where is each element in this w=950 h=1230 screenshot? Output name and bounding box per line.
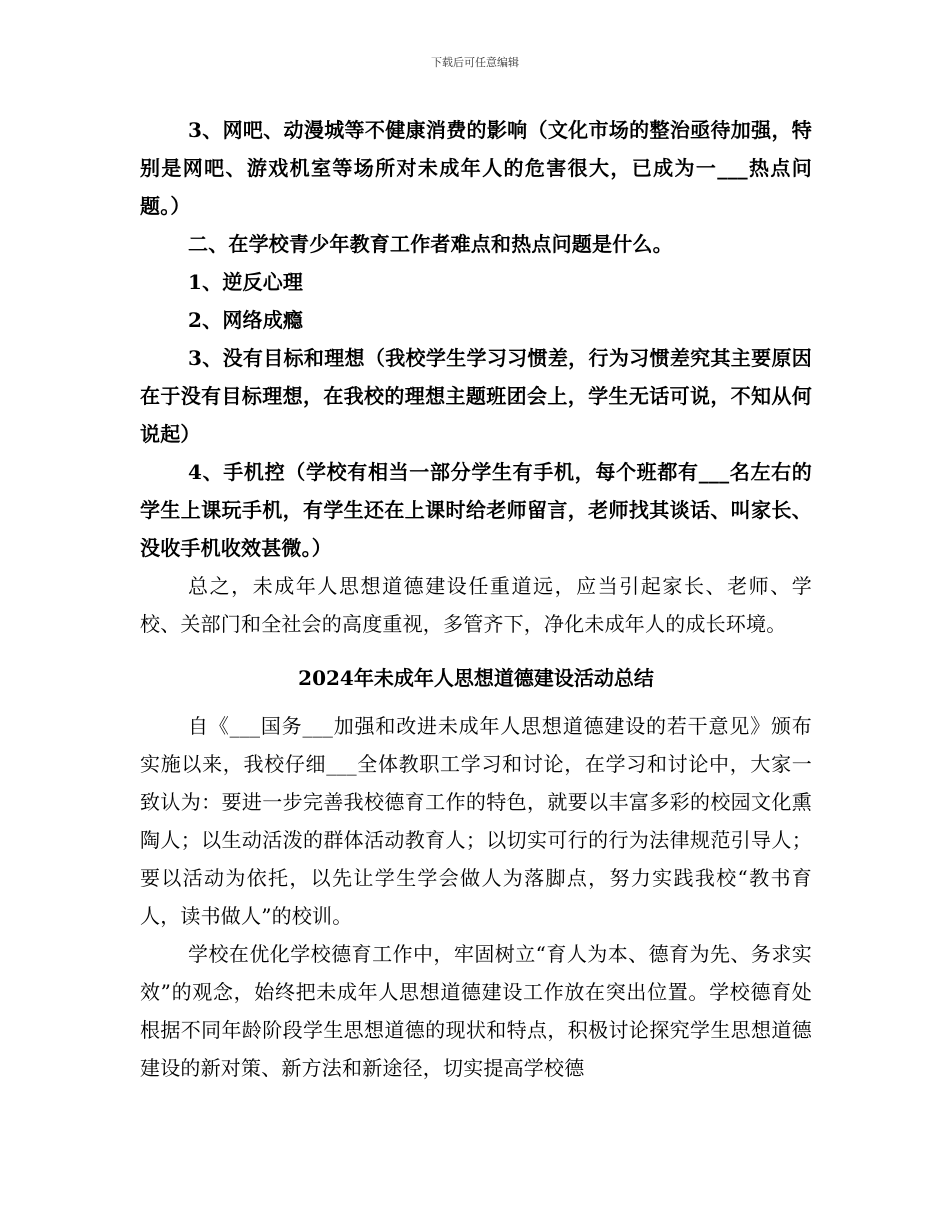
section-heading-2: 二、在学校青少年教育工作者难点和热点问题是什么。 xyxy=(188,232,673,256)
list-item-2: 2、网络成瘾 xyxy=(188,308,304,332)
document-body xyxy=(140,111,812,1087)
list-item-4: 4、手机控（学校有相当一部分学生有手机，每个班都有___名左右的学生上课玩手机，有学生还在上课时给老师留言，老师找其谈话、叫家长、没收手机收效甚微。） xyxy=(140,460,812,560)
article-paragraph-2: 学校在优化学校德育工作中，牢固树立“育人为本、德育为先、务求实效”的观念，始终把未成年人思想道德建设工作放在突出位置。学校德育处根据不同年龄阶段学生思想道德的现状和特点，积极讨论探究学生思想道德建设的新对策、新方法和新途径，切实提高学校德 xyxy=(140,942,812,1080)
article-paragraph-1: 自《___国务___加强和改进未成年人思想道德建设的若干意见》颁布实施以来，我校仔细___全体教职工学习和讨论，在学习和讨论中，大家一致认为：要进一步完善我校德育工作的特色，就要以丰富多彩的校园文化熏陶人；以生动活泼的群体活动教育人；以切实可行的行为法律规范引导人；要以活动为依托，以先让学生学会做人为落脚点，努力实践我校“教书育人，读书做人”的校训。 xyxy=(140,714,812,928)
article-title: 2024年未成年人思想道德建设活动总结 xyxy=(298,666,654,690)
list-item-3: 3、没有目标和理想（我校学生学习习惯差，行为习惯差究其主要原因在于没有目标理想，在我校的理想主题班团会上，学生无话可说，不知从何说起） xyxy=(140,346,812,446)
page-header: 下载后可任意编辑 xyxy=(431,56,519,69)
conclusion-paragraph: 总之，未成年人思想道德建设任重道远，应当引起家长、老师、学校、关部门和全社会的高度重视，多管齐下，净化未成年人的成长环境。 xyxy=(140,574,812,636)
item-3-paragraph: 3、网吧、动漫城等不健康消费的影响（文化市场的整治亟待加强，特别是网吧、游戏机室等场所对未成年人的危害很大，已成为一___热点问题。） xyxy=(140,118,812,218)
list-item-1: 1、逆反心理 xyxy=(188,270,304,294)
